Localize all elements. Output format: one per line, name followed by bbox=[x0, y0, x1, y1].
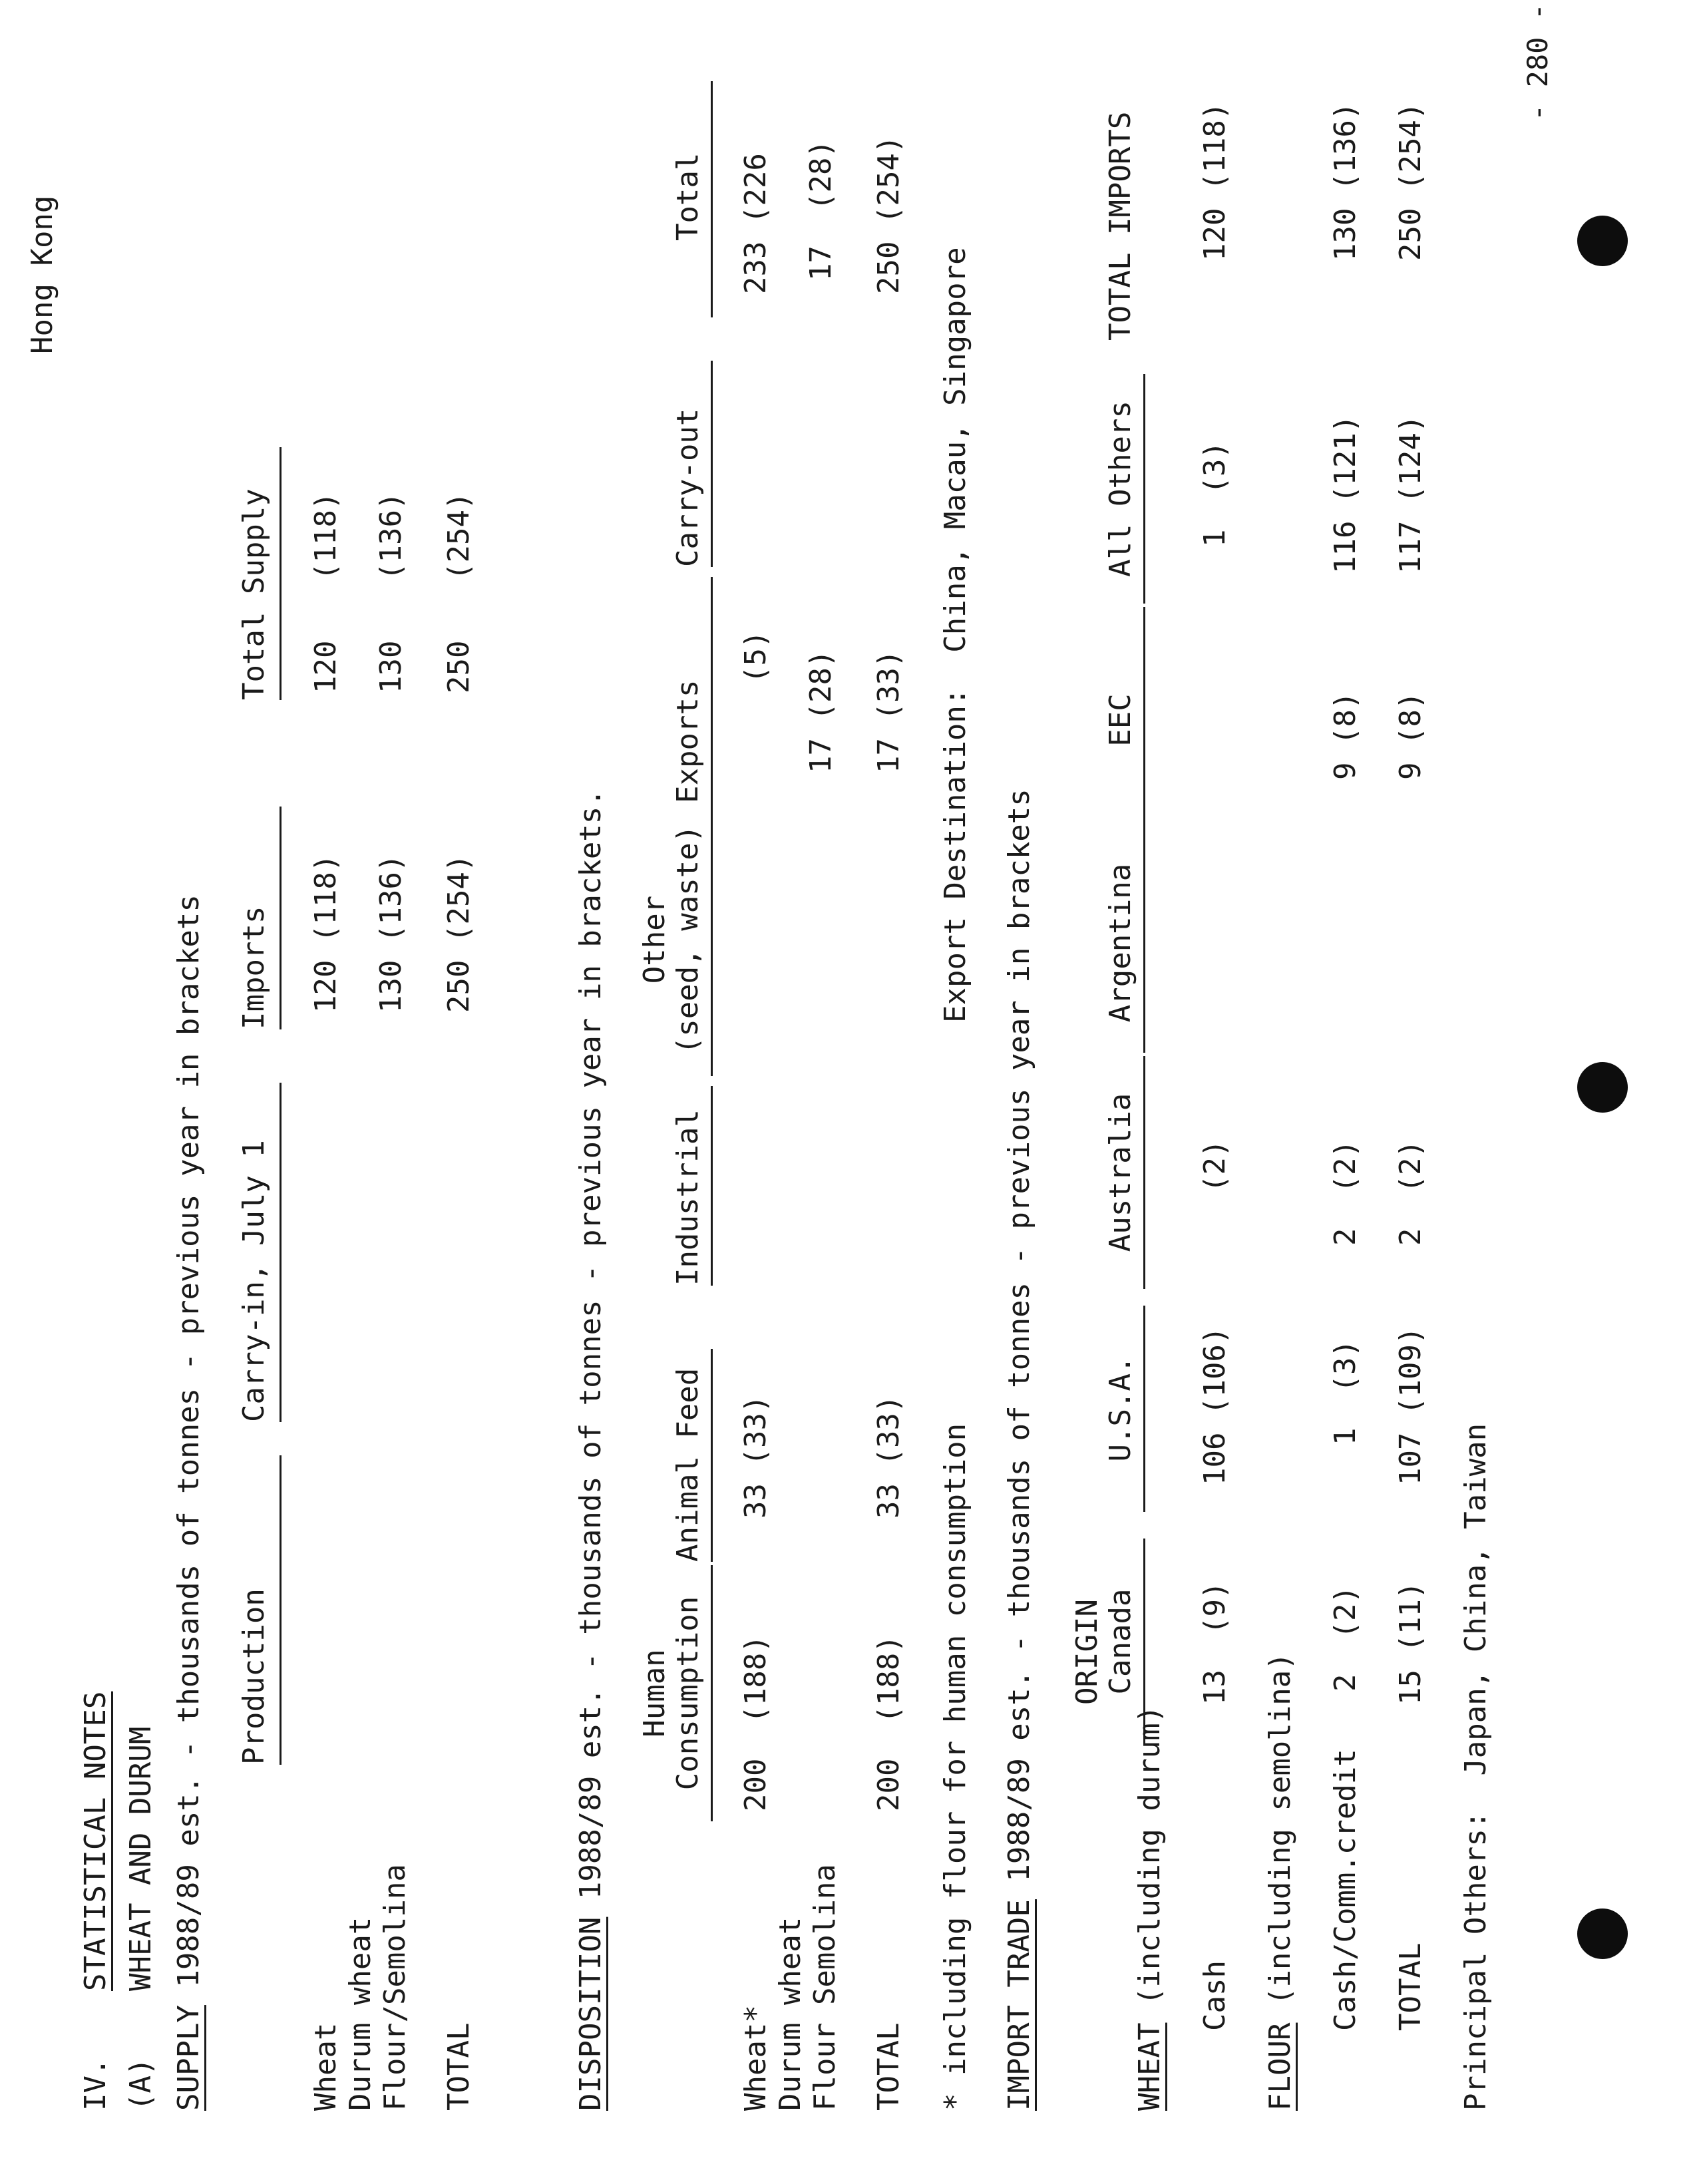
supply-col-imports: Imports bbox=[237, 906, 271, 1029]
section-title: STATISTICAL NOTES bbox=[79, 1691, 112, 1991]
origin-label: ORIGIN bbox=[1070, 1599, 1104, 1705]
section-number: IV. bbox=[79, 2058, 112, 2111]
country-header: Hong Kong bbox=[25, 195, 59, 354]
import-col-argentina: Argentina bbox=[1103, 863, 1137, 1023]
disp-col-exports: Exports bbox=[671, 679, 705, 803]
supply-col-total: Total Supply bbox=[237, 488, 271, 700]
disposition-caption: DISPOSITION 1988/89 est. - thousands of tonnes - previous year in brackets. bbox=[574, 789, 608, 2111]
import-col-australia: Australia bbox=[1103, 1093, 1137, 1252]
subsection-letter: (A) bbox=[124, 2058, 158, 2111]
rotated-page: Hong Kong - 280 - IV. STATISTICAL NOTES (A) WHEAT AND DURUM SUPPLY 1988/89 est. - thousands of tonnes - previous year in brackets Production Carry-in, July 1 Imports Total Supply Wheat 120 (118) 120 (118) Durum wheat Flour/Semolina 130 (136) 130 (136) TOTAL 250 (254) 250 (254) DISPOSITION 1988/89 est. - thousands of tonnes - previous year in brackets. Human Consumption Animal Feed Industrial Other (seed, waste) Exports Carry-out Total Wheat* 200 (188) 33 (33) (5) 233 (226 Durum wheat Flour Semolina 17 (28) 17 (28) TOTAL 200 (188) 33 (33) 17 (33) 250 (254) * including flour for human consumption Export Destination: China, Macau, Singapore IMPORT TRADE 1988/89 est. - thousands of tonnes - previous year in brackets ORIGIN Canada U.S.A. Australia Argentina EEC All Others TOTAL IMPORTS WHEAT (including durum) Cash 13 (9) 106 (106) (2) 1 (3) 120 (118) FLOUR (including semolina) Cash/Comm.credit 2 (2) 1 (3) 2 (2) 9 (8) 116 (121) 130 (136) TOTAL 15 (11) 107 (109) 2 (2) 9 (8) 117 (124) 250 (254) Principal Others: Japan, China, Taiwan bbox=[25, 3, 1554, 2111]
supply-col-production: Production bbox=[237, 1588, 271, 1765]
import-col-total: TOTAL IMPORTS bbox=[1103, 111, 1137, 341]
import-col-usa: U.S.A. bbox=[1103, 1356, 1137, 1462]
disp-col-human: Consumption bbox=[671, 1596, 705, 1791]
wheat-heading: WHEAT (including durum) bbox=[1133, 1705, 1167, 2111]
import-col-canada: Canada bbox=[1103, 1588, 1137, 1695]
disp-col-other-top: Other bbox=[638, 895, 671, 984]
import-col-others: All Others bbox=[1103, 401, 1137, 577]
import-col-eec: EEC bbox=[1103, 693, 1137, 747]
import-trade-caption: IMPORT TRADE 1988/89 est. - thousands of tonnes - previous year in brackets bbox=[1002, 789, 1036, 2111]
disp-col-human-top: Human bbox=[638, 1649, 671, 1737]
flour-heading: FLOUR (including semolina) bbox=[1263, 1652, 1297, 2111]
page-number: - 280 - bbox=[1521, 3, 1554, 121]
supply-caption: SUPPLY 1988/89 est. - thousands of tonnes - previous year in brackets bbox=[172, 894, 206, 2111]
disp-col-animal: Animal Feed bbox=[671, 1367, 705, 1562]
disp-col-total: Total bbox=[671, 152, 705, 241]
disp-footnote: * including flour for human consumption bbox=[938, 1423, 972, 2111]
export-destination: Export Destination: China, Macau, Singapore bbox=[938, 247, 972, 1023]
supply-col-carry-in: Carry-in, July 1 bbox=[237, 1140, 271, 1422]
principal-others: Principal Others: Japan, China, Taiwan bbox=[1459, 1423, 1493, 2111]
disp-col-other: (seed, waste) bbox=[671, 824, 705, 1055]
disp-col-industrial: Industrial bbox=[671, 1109, 705, 1286]
subsection-title: WHEAT AND DURUM bbox=[124, 1726, 158, 1991]
disp-col-carryout: Carry-out bbox=[671, 408, 705, 567]
